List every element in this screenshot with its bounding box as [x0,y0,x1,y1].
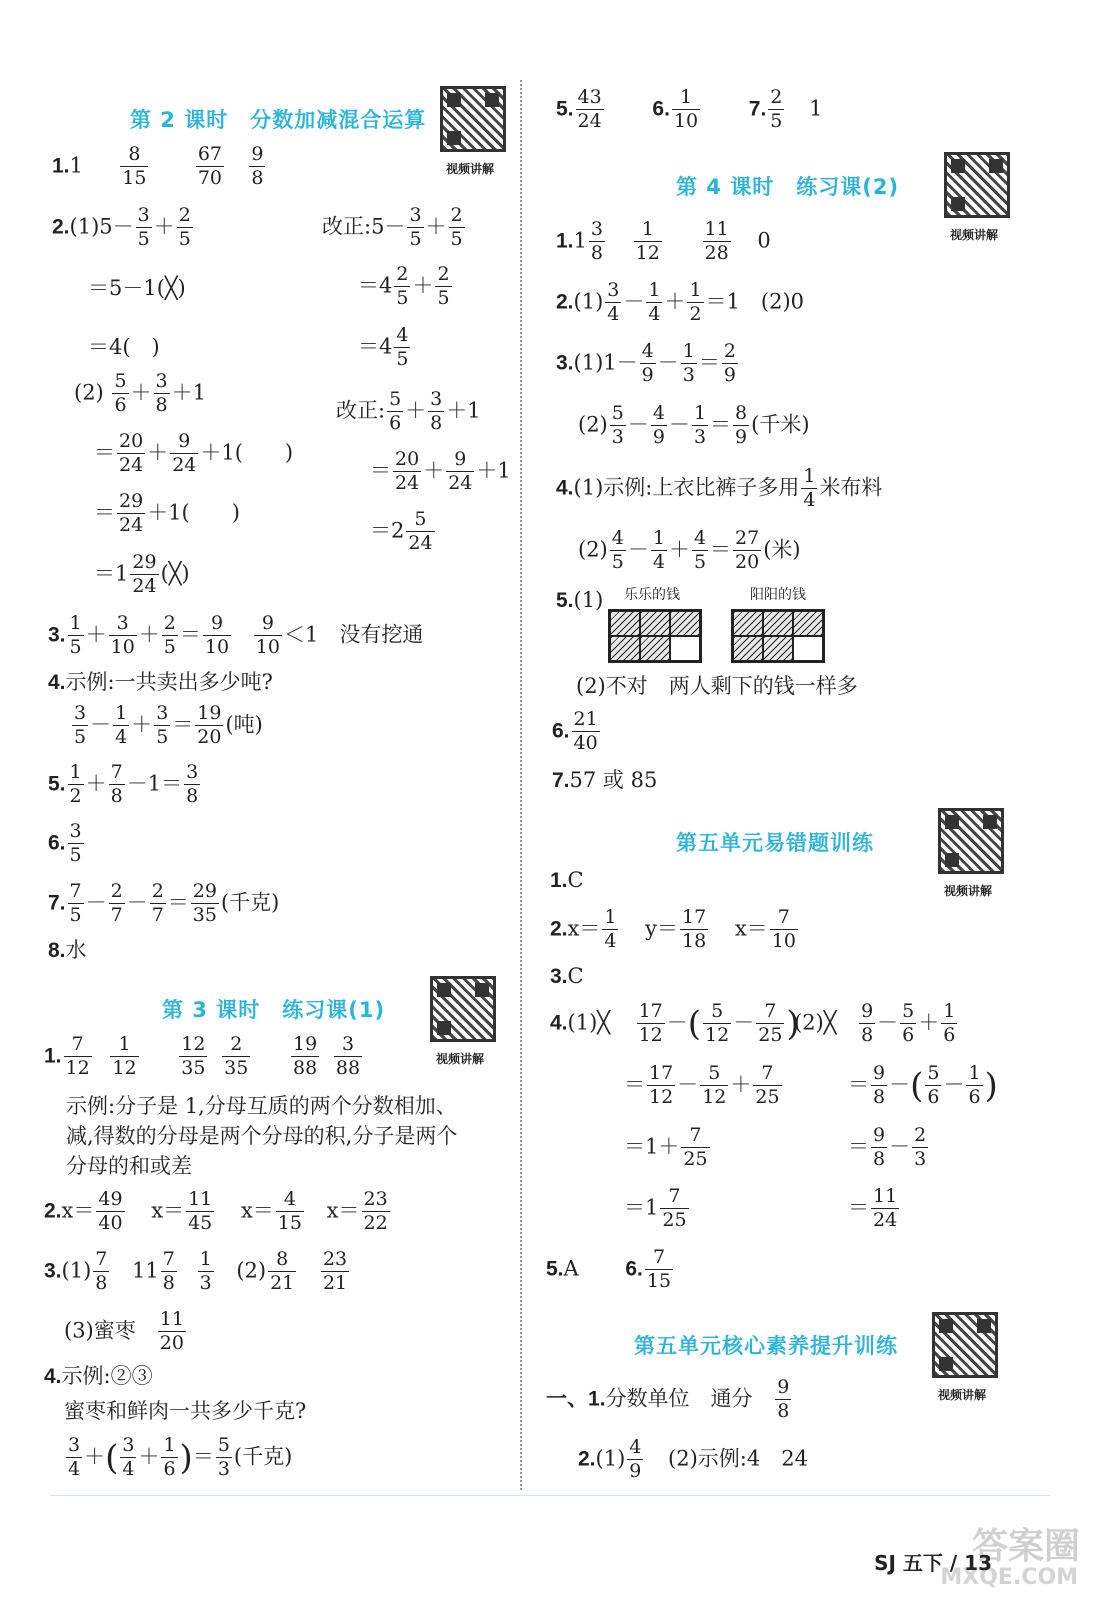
e-answer-4-line1: 4.(1)╳ $\frac{17}{12}$ －( $\frac{5}{12}$ － $\frac{7}{25}$ ) [550,1000,800,1046]
qr-caption: 视频讲解 [436,1052,485,1066]
right-answer-5-7: 5. $\frac{43}{24}$ 6. $\frac{1}{10}$ 7. $\frac{2}{5}$ 1 [556,86,823,132]
qr-code-icon[interactable] [938,808,1004,874]
watermark-url: MXQE.COM [940,1565,1078,1590]
answer-4-eq: $\frac{3}{5}$ － $\frac{1}{4}$ ＋ $\frac{3}{5}$ ＝ $\frac{19}{20}$ (吨) [74,702,263,748]
qr-caption: 视频讲解 [944,884,993,898]
answer-2-line1: 2.(1)5－ $\frac{3}{5}$ ＋ $\frac{2}{5}$ [52,204,191,250]
qr-code-icon[interactable] [440,86,506,152]
e-answer-1: 1.C [550,868,584,892]
e-answer-2: 2.x＝ $\frac{1}{4}$ y＝ $\frac{17}{18}$ x＝ $\frac{7}{10}$ [550,906,796,952]
e-answer-4b-line2: ＝ $\frac{9}{8}$ －( $\frac{5}{6}$ － $\frac{1}{6}$ ) [848,1062,998,1108]
watermark-logo: 答案圈 [971,1526,1080,1567]
answer-2b-fix-line3: ＝2 $\frac{5}{24}$ [370,508,433,554]
l3-answer-4-question: 蜜枣和鲜肉一共多少千克? [64,1399,307,1423]
l3-answer-3: 3.(1) $\frac{7}{8}$ 11 $\frac{7}{8}$ $\frac{1}{3}$ (2) $\frac{8}{21}$ $\frac{23}{21}$ [44,1248,348,1294]
qr-code-icon[interactable] [932,1312,998,1378]
section-heading-lesson3: 第 3 课时 练习课(1) [162,998,386,1022]
lele-money-grid [608,609,702,663]
c-answer-1: 一、1.分数单位 通分 $\frac{9}{8}$ [546,1376,790,1422]
answer-1: 1.1 $\frac{8}{15}$ $\frac{67}{70}$ $\frac{9}{8}$ [52,143,264,189]
l4-answer-3b: (2) $\frac{5}{3}$ － $\frac{4}{9}$ － $\frac{1}{3}$ ＝ $\frac{8}{9}$ (千米) [578,402,810,448]
l3-answer-2: 2.x＝ $\frac{49}{40}$ x＝ $\frac{11}{45}$ x＝ $\frac{4}{15}$ x＝ $\frac{23}{22}$ [44,1188,388,1234]
answer-8: 8.水 [48,938,87,962]
bottom-rule [50,1495,1050,1496]
e-answer-4b-line1: (2)╳ $\frac{9}{8}$ － $\frac{5}{6}$ ＋ $\frac{1}{6}$ [794,1000,956,1046]
answer-2-line2: ＝5－1(╳) [88,276,186,300]
l3-answer-3-part3: (3)蜜枣 $\frac{11}{20}$ [64,1308,184,1354]
qr-caption: 视频讲解 [938,1388,987,1402]
section-heading-lesson2: 第 2 课时 分数加减混合运算 [130,108,427,132]
fraction: $\frac{9}{8}$ [251,143,264,189]
answer-2b-fix-line2: ＝ $\frac{20}{24}$ ＋ $\frac{9}{24}$ ＋1 [370,448,511,494]
column-divider [520,80,522,1490]
l3-answer-4-eq: $\frac{3}{4}$ ＋( $\frac{3}{4}$ ＋ $\frac{1}{6}$ )＝ $\frac{5}{3}$ (千克) [68,1434,293,1480]
answer-2-fix-line3: ＝4 $\frac{4}{5}$ [358,324,409,370]
section-heading-unit5-errors: 第五单元易错题训练 [676,831,874,855]
l3-answer-1-text3: 分母的和或差 [66,1154,192,1178]
section-heading-lesson4: 第 4 课时 练习课(2) [676,175,900,199]
e-answer-4-line4: ＝1 $\frac{7}{25}$ [624,1185,687,1231]
answer-2b-line1: (2) $\frac{5}{6}$ ＋ $\frac{3}{8}$ ＋1 [74,370,206,416]
label-yangyang: 阳阳的钱 [750,587,806,603]
e-answer-5-6: 5.A 6. $\frac{7}{15}$ [546,1246,672,1292]
label-lele: 乐乐的钱 [624,587,680,603]
qr-code-icon[interactable] [944,152,1010,218]
answer-7: 7. $\frac{7}{5}$ － $\frac{2}{7}$ － $\frac{2}{7}$ ＝ $\frac{29}{35}$ (千克) [48,880,280,926]
l4-answer-1: 1.1 $\frac{3}{8}$ $\frac{1}{12}$ $\frac{11}{28}$ 0 [556,218,771,264]
answer-2b-fix-line1: 改正: $\frac{5}{6}$ ＋ $\frac{3}{8}$ ＋1 [336,388,481,434]
answer-4-text: 4.示例:一共卖出多少吨? [48,670,273,694]
qr-caption: 视频讲解 [446,162,495,176]
l4-answer-7: 7.57 或 85 [552,768,658,792]
l3-answer-1: 1. $\frac{7}{12}$ $\frac{1}{12}$ $\frac{12}{35}$ $\frac{2}{35}$ $\frac{19}{88}$ $\frac{3}{88}$ [44,1033,361,1079]
yangyang-money-grid [731,609,825,663]
l3-answer-1-text2: 减,得数的分母是两个分母的积,分子是两个 [66,1124,458,1148]
c-answer-2: 2.(1) $\frac{4}{9}$ (2)示例:4 24 [578,1436,808,1482]
answer-2-fix-line1: 改正:5－ $\frac{3}{5}$ ＋ $\frac{2}{5}$ [322,204,463,250]
answer-6: 6. $\frac{3}{5}$ [48,820,82,866]
fraction: $\frac{8}{15}$ [122,143,147,189]
l4-answer-3: 3.(1)1－ $\frac{4}{9}$ － $\frac{1}{3}$ ＝ $\frac{2}{9}$ [556,340,736,386]
l4-answer-4: 4.(1)示例:上衣比裤子多用 $\frac{1}{4}$ 米布料 [556,465,883,511]
e-answer-3: 3.C [550,964,584,988]
answer-2-fix-line2: ＝4 $\frac{2}{5}$ ＋ $\frac{2}{5}$ [358,263,450,309]
l4-answer-4b: (2) $\frac{4}{5}$ － $\frac{1}{4}$ ＋ $\frac{4}{5}$ ＝ $\frac{27}{20}$ (米) [578,527,801,573]
e-answer-4-line2: ＝ $\frac{17}{12}$ － $\frac{5}{12}$ ＋ $\frac{7}{25}$ [624,1062,780,1108]
page-footer: SJ 五下 / 13 [874,1551,992,1575]
answer-3: 3. $\frac{1}{5}$ ＋ $\frac{3}{10}$ ＋ $\frac{2}{5}$ ＝ $\frac{9}{10}$ $\frac{9}{10}$ ＜1 没有挖通 [48,612,424,658]
l4-answer-5: 5.(1) [556,588,604,612]
answer-2b-line4: ＝1 $\frac{29}{24}$ (╳) [94,551,190,597]
l4-answer-5b: (2)不对 两人剩下的钱一样多 [576,674,858,698]
answer-2b-line3: ＝ $\frac{29}{24}$ ＋1( ) [94,490,240,536]
l3-answer-1-text1: 示例:分子是 1,分母互质的两个分数相加、 [66,1094,457,1118]
qr-caption: 视频讲解 [950,228,999,242]
e-answer-4-line3: ＝1＋ $\frac{7}{25}$ [624,1124,708,1170]
answer-2-line3: ＝4( ) [88,335,160,359]
section-heading-unit5-core: 第五单元核心素养提升训练 [634,1334,898,1358]
qr-code-icon[interactable] [430,976,496,1042]
l4-answer-6: 6. $\frac{21}{40}$ [552,708,598,754]
l3-answer-4-text: 4.示例:②③ [44,1364,153,1388]
answer-2b-line2: ＝ $\frac{20}{24}$ ＋ $\frac{9}{24}$ ＋1( ) [94,430,294,476]
answer-5: 5. $\frac{1}{2}$ ＋ $\frac{7}{8}$ －1＝ $\frac{3}{8}$ [48,761,199,807]
l4-answer-2: 2.(1) $\frac{3}{4}$ － $\frac{1}{4}$ ＋ $\frac{1}{2}$ ＝1 (2)0 [556,279,805,325]
e-answer-4b-line4: ＝ $\frac{11}{24}$ [848,1185,898,1231]
e-answer-4b-line3: ＝ $\frac{9}{8}$ － $\frac{2}{3}$ [848,1124,927,1170]
fraction: $\frac{67}{70}$ [197,143,223,189]
